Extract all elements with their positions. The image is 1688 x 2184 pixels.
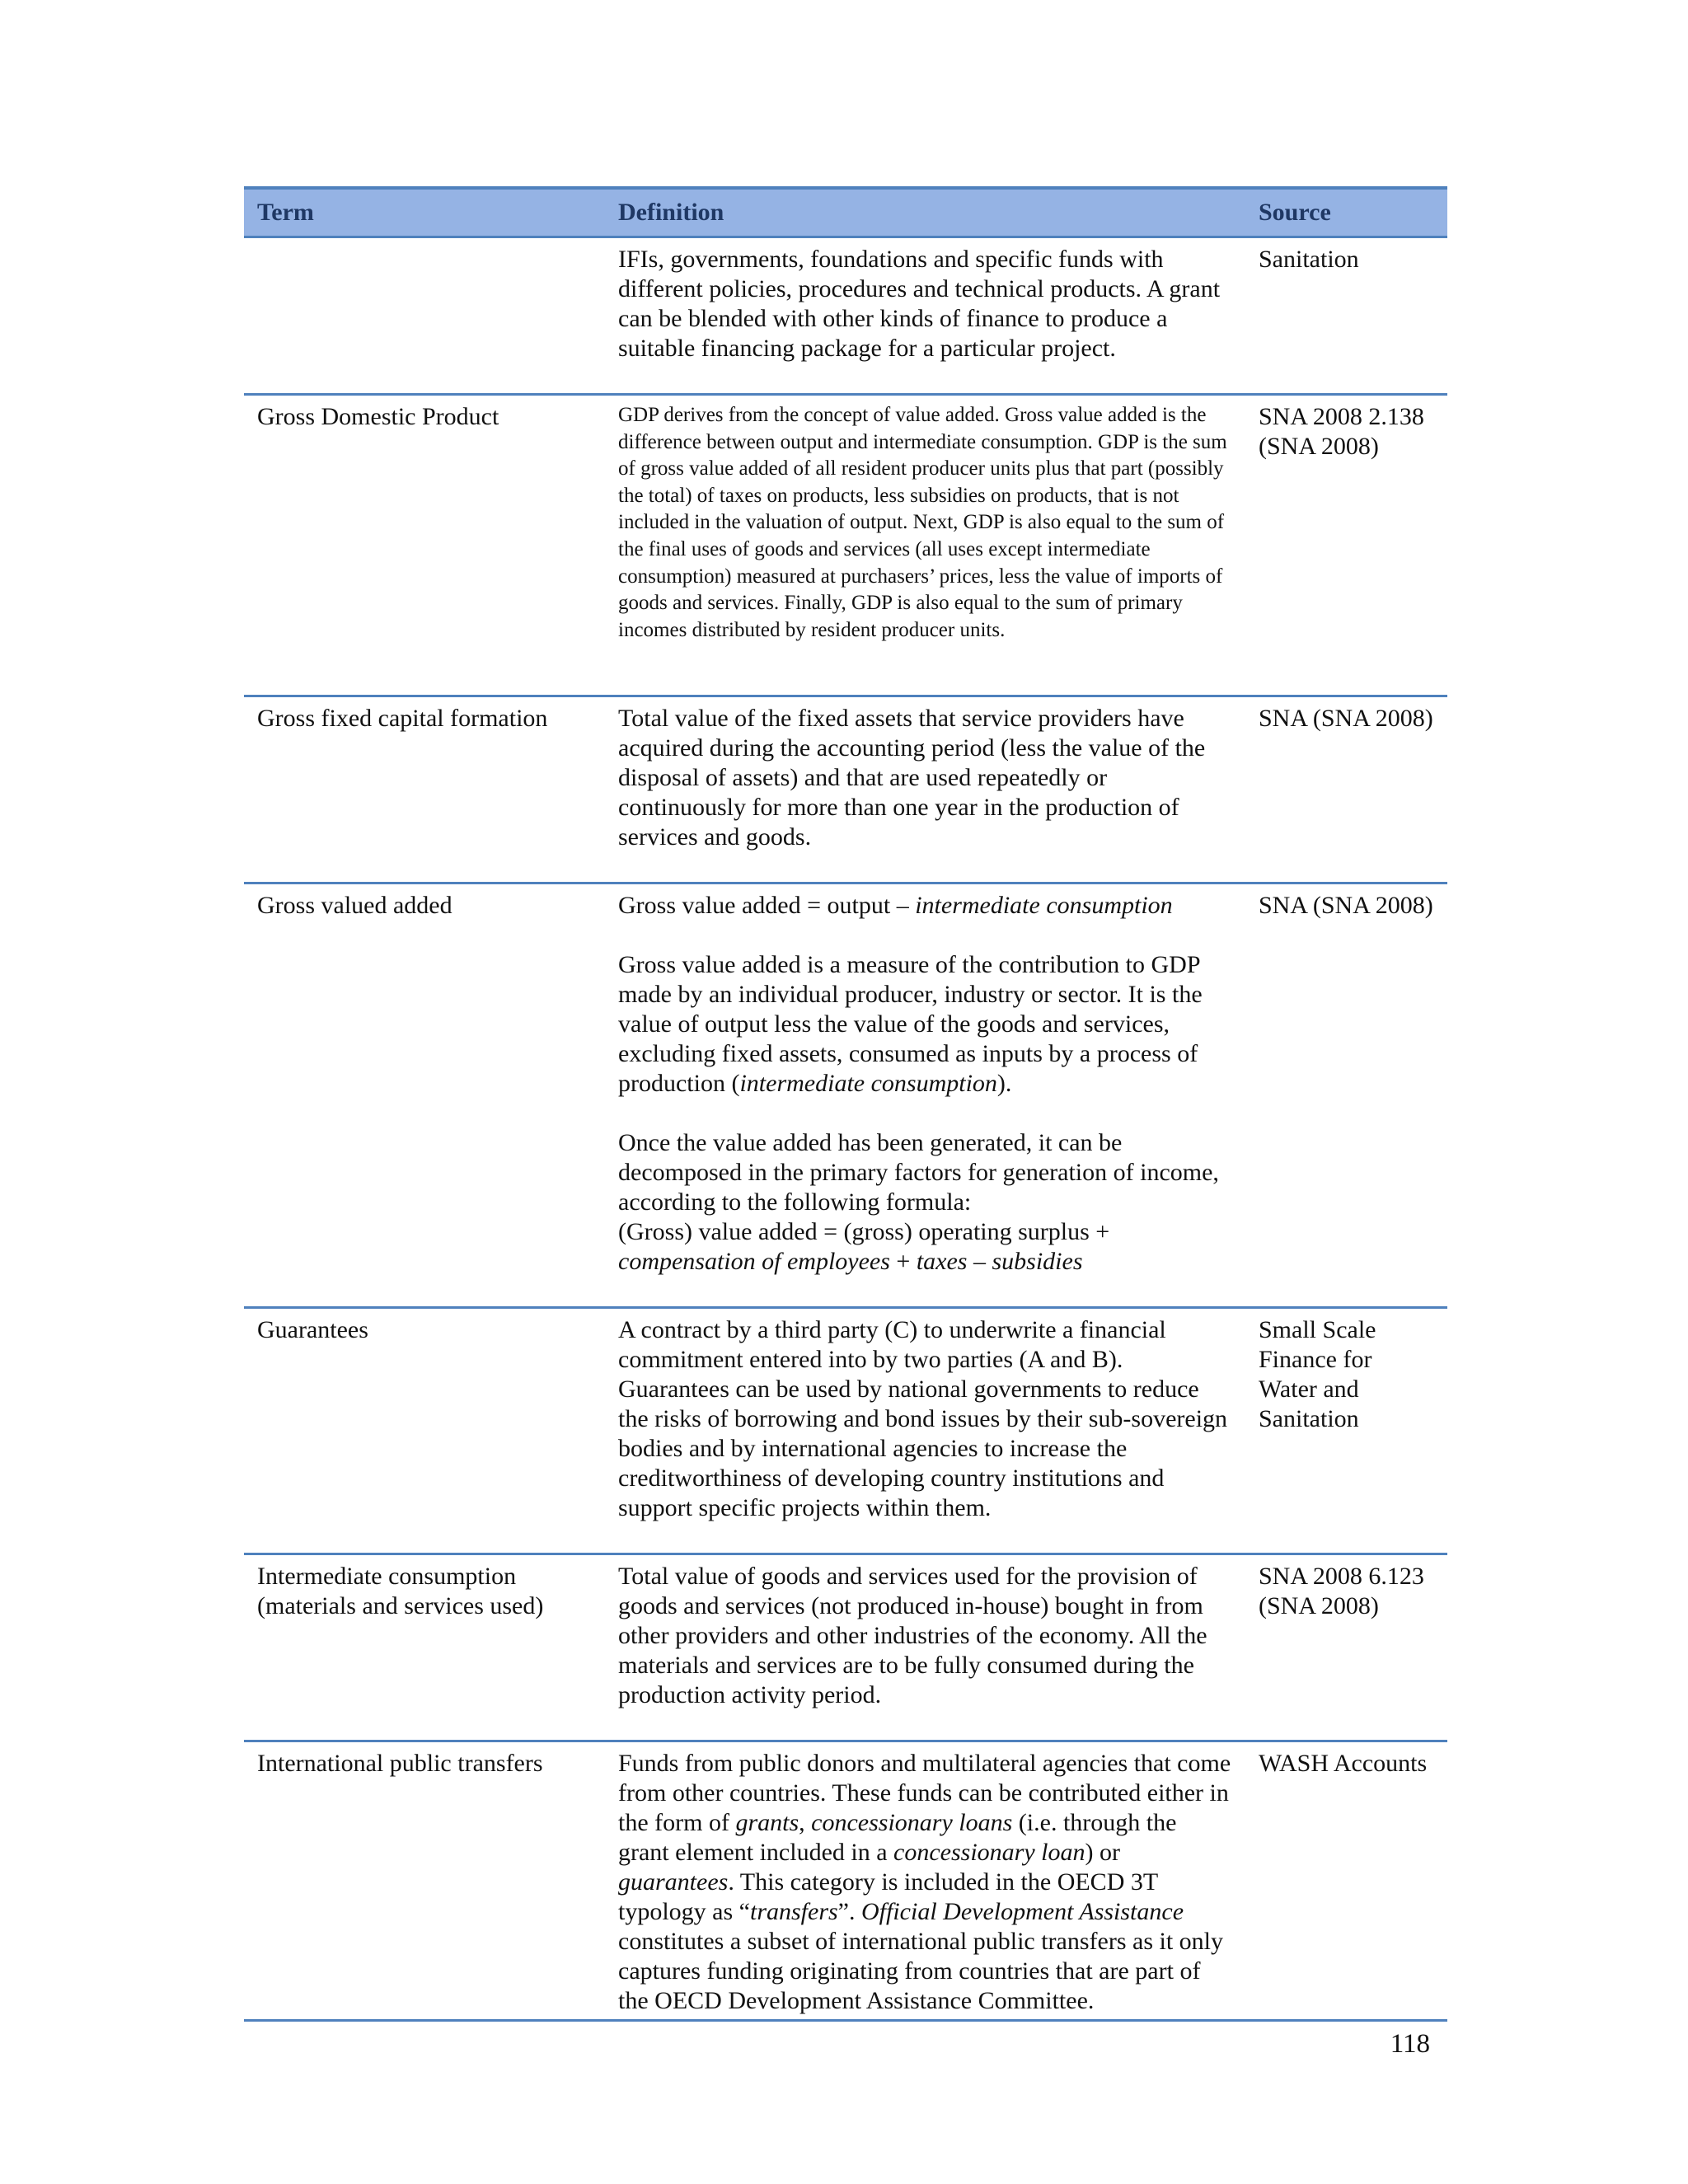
source-cell: SNA 2008 6.123 (SNA 2008) [1245, 1554, 1447, 1741]
definition-cell: A contract by a third party (C) to underwrite a financial commitment entered into by two parties (A and B). Guarantees can be used by national governments to reduce the risks of borrowing and bond issues by their sub-sovereign bodies and by international agencies to increase the creditworthiness of developing country institutions and support specific projects within them. [605, 1308, 1245, 1554]
definition-formula: Gross value added = output – intermediate consumption [618, 892, 1173, 919]
table-row [244, 1554, 1447, 1741]
header-source: Source [1245, 188, 1447, 237]
source-cell: SNA (SNA 2008) [1245, 883, 1447, 1308]
term-cell: Gross Domestic Product [244, 395, 605, 696]
definition-formula: (Gross) value added = (gross) operating surplus + [618, 1218, 1110, 1245]
definition-paragraph: Once the value added has been generated, it can be decomposed in the primary factors for generation of income, according to the following formula: [618, 1129, 1219, 1216]
source-cell: Small Scale Finance for Water and Sanitation [1245, 1308, 1447, 1554]
table-row [244, 1741, 1447, 2021]
source-cell: WASH Accounts [1245, 1741, 1447, 2021]
term-cell: Gross valued added [244, 883, 605, 1308]
definition-cell: Total value of the fixed assets that service providers have acquired during the accounting period (less the value of the disposal of assets) and that are used repeatedly or continuously for more than one year in the production of services and goods. [605, 696, 1245, 883]
table-row [244, 237, 1447, 395]
definition-cell: IFIs, governments, foundations and specific funds with different policies, procedures and technical products. A grant can be blended with other kinds of finance to produce a suitable financing package for a particular project. [605, 237, 1245, 395]
term-cell [244, 237, 605, 395]
page-number: 118 [1390, 2029, 1430, 2059]
table-body [244, 237, 1447, 2021]
table-row [244, 696, 1447, 883]
table-header [244, 188, 1447, 237]
header-row [244, 188, 1447, 237]
definition-cell: GDP derives from the concept of value added. Gross value added is the difference between output and intermediate consumption. GDP is the sum of gross value added of all resident producer units plus that part (possibly the total) of taxes on products, less subsidies on products, that is not included in the valuation of output. Next, GDP is also equal to the sum of the final uses of goods and services (all uses except intermediate consumption) measured at purchasers’ prices, less the value of imports of goods and services. Finally, GDP is also equal to the sum of primary incomes distributed by resident producer units. [605, 395, 1245, 696]
table-row [244, 1308, 1447, 1554]
definition-cell: Funds from public donors and multilateral agencies that come from other countries. These funds can be contributed either in the form of grants, concessionary loans (i.e. through the grant element included in a concessionary loan) or guarantees. This category is included in the OECD 3T typology as “transfers”. Official Development Assistance constitutes a subset of international public transfers as it only captures funding originating from countries that are part of the OECD Development Assistance Committee. [605, 1741, 1245, 2021]
table-row [244, 883, 1447, 1308]
definition-formula: compensation of employees + taxes – subsidies [618, 1248, 1083, 1275]
term-cell: International public transfers [244, 1741, 605, 2021]
table-row [244, 395, 1447, 696]
source-cell: SNA (SNA 2008) [1245, 696, 1447, 883]
definition-cell [605, 883, 1245, 1308]
header-term: Term [244, 188, 605, 237]
source-cell: SNA 2008 2.138 (SNA 2008) [1245, 395, 1447, 696]
definition-cell: Total value of goods and services used for the provision of goods and services (not produced in-house) bought in from other providers and other industries of the economy. All the materials and services are to be fully consumed during the production activity period. [605, 1554, 1245, 1741]
header-definition: Definition [605, 188, 1245, 237]
term-cell: Gross fixed capital formation [244, 696, 605, 883]
definition-paragraph: Gross value added is a measure of the contribution to GDP made by an individual producer, industry or sector. It is the value of output less the value of the goods and services, excluding fixed assets, consumed as inputs by a process of production (intermediate consumption). [618, 951, 1203, 1097]
term-cell: Intermediate consumption (materials and services used) [244, 1554, 605, 1741]
source-cell: Sanitation [1245, 237, 1447, 395]
glossary-table [244, 186, 1447, 2022]
term-cell: Guarantees [244, 1308, 605, 1554]
